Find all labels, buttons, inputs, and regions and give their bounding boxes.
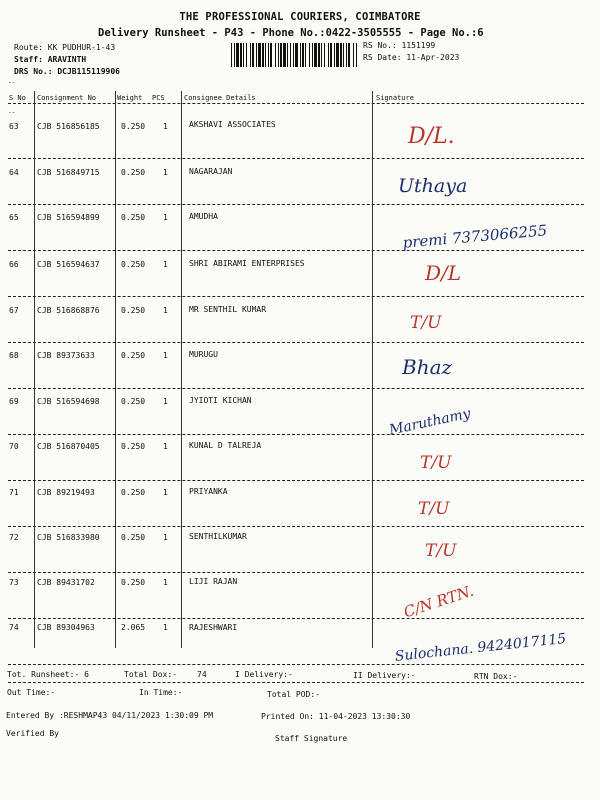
row-pcs: 1 bbox=[163, 122, 168, 131]
row-signature bbox=[380, 434, 580, 479]
row-signature bbox=[380, 614, 580, 666]
row-weight: 0.250 bbox=[121, 578, 146, 587]
row-signature bbox=[380, 480, 580, 525]
row-sno: 63 bbox=[9, 122, 19, 131]
total-dox-label: Total Dox:- bbox=[124, 670, 177, 679]
row-pcs: 1 bbox=[163, 533, 168, 542]
row-weight: 0.250 bbox=[121, 442, 146, 451]
row-consignment: CJB 516594698 bbox=[37, 397, 100, 406]
row-signature bbox=[380, 200, 580, 250]
row-consignment: CJB 516870405 bbox=[37, 442, 100, 451]
row-consignee: PRIYANKA bbox=[189, 487, 228, 496]
row-sno: 72 bbox=[9, 533, 19, 542]
svg-text:Sulochana. 9424017115: Sulochana. 9424017115 bbox=[394, 630, 567, 665]
svg-text:T/U: T/U bbox=[418, 499, 450, 519]
row-consignee: AMUDHA bbox=[189, 212, 218, 221]
row-weight: 0.250 bbox=[121, 213, 146, 222]
col-rule-2 bbox=[115, 91, 116, 648]
row-signature bbox=[380, 158, 580, 203]
row-pcs: 1 bbox=[163, 623, 168, 632]
entered-by: Entered By :RESHMAP43 04/11/2023 1:30:09 PM bbox=[6, 711, 214, 720]
col-rule-4 bbox=[372, 91, 373, 648]
row-weight: 0.250 bbox=[121, 533, 146, 542]
in-time: In Time:- bbox=[139, 688, 183, 697]
svg-text:D/L: D/L bbox=[425, 261, 462, 285]
row-consignee: KUNAL D TALREJA bbox=[189, 441, 262, 450]
col-rule-3 bbox=[181, 91, 182, 648]
row-pcs: 1 bbox=[163, 488, 168, 497]
row-consignee: JYIOTI KICHAN bbox=[189, 396, 252, 405]
row-sno: 73 bbox=[9, 578, 19, 587]
row-signature bbox=[380, 250, 580, 295]
svg-text:T/U: T/U bbox=[425, 541, 457, 561]
row-sno: 74 bbox=[9, 623, 19, 632]
row-signature bbox=[380, 340, 580, 390]
svg-text:T/U: T/U bbox=[420, 453, 452, 473]
svg-text:C/N RTN.: C/N RTN. bbox=[401, 581, 476, 622]
row-signature bbox=[380, 388, 580, 439]
drs-number: DRS No.: DCJB115119906 bbox=[14, 67, 120, 76]
total-dox-value: 74 bbox=[197, 670, 207, 679]
header-divider bbox=[8, 103, 584, 104]
row-weight: 0.250 bbox=[121, 168, 146, 177]
row-consignment: CJB 516856185 bbox=[37, 122, 100, 131]
col-pcs: PCS bbox=[152, 94, 165, 102]
staff-label: Staff: ARAVINTH bbox=[14, 55, 87, 64]
row-consignee: MURUGU bbox=[189, 350, 218, 359]
route-label: Route: KK PUDHUR-1-43 bbox=[14, 43, 116, 52]
row-sno: 65 bbox=[9, 213, 19, 222]
col-rule-1 bbox=[34, 91, 35, 648]
row-pcs: 1 bbox=[163, 578, 168, 587]
row-sno: 64 bbox=[9, 168, 19, 177]
col-consignment: Consignment No bbox=[37, 94, 97, 102]
row-consignment: CJB 89373633 bbox=[37, 351, 95, 360]
row-pcs: 1 bbox=[163, 397, 168, 406]
row-consignment: CJB 516594637 bbox=[37, 260, 100, 269]
svg-text:Bhaz: Bhaz bbox=[402, 355, 453, 379]
row-pcs: 1 bbox=[163, 260, 168, 269]
row-sno: 71 bbox=[9, 488, 19, 497]
total-pod: Total POD:- bbox=[267, 690, 320, 699]
row-consignee: SENTHILKUMAR bbox=[189, 532, 247, 541]
svg-text:premi 7373066255: premi 7373066255 bbox=[401, 221, 548, 252]
row-consignment: CJB 516849715 bbox=[37, 168, 100, 177]
row-consignment: CJB 516833980 bbox=[37, 533, 100, 542]
i-delivery: I Delivery:- bbox=[235, 670, 293, 679]
table-bottom-divider bbox=[8, 664, 584, 665]
row-consignment: CJB 89304963 bbox=[37, 623, 95, 632]
svg-text:Uthaya: Uthaya bbox=[398, 175, 468, 197]
row-consignee: NAGARAJAN bbox=[189, 167, 233, 176]
row-signature bbox=[380, 570, 580, 620]
row-sno: 69 bbox=[9, 397, 19, 406]
row-weight: 0.250 bbox=[121, 260, 146, 269]
row-consignment: CJB 516868876 bbox=[37, 306, 100, 315]
row-consignment: CJB 89431702 bbox=[37, 578, 95, 587]
col-sno: S No bbox=[9, 94, 26, 102]
row-sno: 66 bbox=[9, 260, 19, 269]
printed-on: Printed On: 11-04-2023 13:30:30 bbox=[261, 712, 411, 721]
svg-text:T/U: T/U bbox=[410, 313, 442, 333]
footer-divider bbox=[8, 682, 584, 683]
row-consignment: CJB 89219493 bbox=[37, 488, 95, 497]
row-weight: 2.065 bbox=[121, 623, 146, 632]
tot-runsheet: Tot. Runsheet:- 6 bbox=[7, 670, 89, 679]
row-pcs: 1 bbox=[163, 351, 168, 360]
rtn-dox: RTN Dox:- bbox=[474, 672, 518, 681]
out-time: Out Time:- bbox=[7, 688, 56, 697]
row-weight: 0.250 bbox=[121, 306, 146, 315]
row-weight: 0.250 bbox=[121, 351, 146, 360]
rs-number: RS No.: 1151199 bbox=[363, 41, 436, 50]
row-consignee: MR SENTHIL KUMAR bbox=[189, 305, 267, 314]
svg-text:D/L.: D/L. bbox=[408, 124, 455, 149]
row-signature bbox=[380, 296, 580, 341]
row-weight: 0.250 bbox=[121, 488, 146, 497]
rs-date: RS Date: 11-Apr-2023 bbox=[363, 53, 460, 62]
row-signature bbox=[380, 108, 580, 158]
row-weight: 0.250 bbox=[121, 122, 146, 131]
row-consignee: SHRI ABIRAMI ENTERPRISES bbox=[189, 259, 305, 268]
svg-text:Maruthamy: Maruthamy bbox=[387, 405, 472, 439]
col-weight: Weight bbox=[117, 94, 143, 102]
col-consignee: Consignee Details bbox=[184, 94, 256, 102]
runsheet-title: Delivery Runsheet - P43 - Phone No.:0422-3505555 - Page No.:6 bbox=[98, 27, 484, 39]
staff-signature: Staff Signature bbox=[275, 734, 348, 743]
row-consignee: LIJI RAJAN bbox=[189, 577, 238, 586]
row-consignment: CJB 516594899 bbox=[37, 213, 100, 222]
row-sno: 67 bbox=[9, 306, 19, 315]
row-weight: 0.250 bbox=[121, 397, 146, 406]
row-pcs: 1 bbox=[163, 442, 168, 451]
row-consignee: AKSHAVI ASSOCIATES bbox=[189, 120, 276, 129]
verified-by: Verified By bbox=[6, 729, 59, 738]
row-sno: 68 bbox=[9, 351, 19, 360]
col-signature: Signature bbox=[376, 94, 414, 102]
company-name: THE PROFESSIONAL COURIERS, COIMBATORE bbox=[179, 11, 421, 23]
ii-delivery: II Delivery:- bbox=[353, 671, 416, 680]
row-consignee: RAJESHWARI bbox=[189, 623, 238, 632]
row-pcs: 1 bbox=[163, 168, 168, 177]
row-pcs: 1 bbox=[163, 306, 168, 315]
row-signature bbox=[380, 526, 580, 571]
row-pcs: 1 bbox=[163, 213, 168, 222]
row-sno: 70 bbox=[9, 442, 19, 451]
barcode bbox=[231, 43, 358, 67]
